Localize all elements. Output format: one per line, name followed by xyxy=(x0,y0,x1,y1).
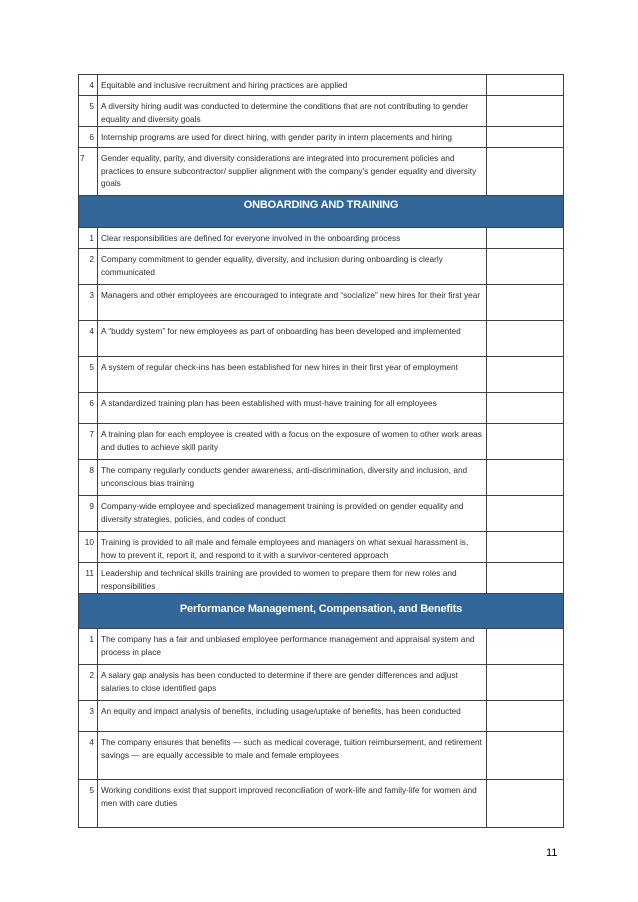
check-cell[interactable] xyxy=(487,321,564,357)
item-text: Company commitment to gender equality, diversity, and inclusion during onboarding is clearly communicated xyxy=(98,249,487,285)
item-text: Company-wide employee and specialized management training is provided on gender equality and diversity strategies, policies, and codes of conduct xyxy=(98,496,487,532)
item-text: A system of regular check-ins has been established for new hires in their first year of employment xyxy=(98,357,487,393)
item-number: 4 xyxy=(79,75,98,96)
check-cell[interactable] xyxy=(487,96,564,127)
item-text: The company ensures that benefits — such as medical coverage, tuition reimbursement, and retirement savings — are equally accessible to male and female employees xyxy=(98,732,487,780)
table-row xyxy=(79,393,564,424)
item-text: A standardized training plan has been established with must-have training for all employees xyxy=(98,393,487,424)
item-number: 2 xyxy=(79,665,98,701)
section-title: ONBOARDING AND TRAINING xyxy=(79,196,564,228)
section-header-performance xyxy=(79,594,564,629)
check-cell[interactable] xyxy=(487,127,564,148)
table-row xyxy=(79,127,564,148)
item-number: 6 xyxy=(79,127,98,148)
check-cell[interactable] xyxy=(487,424,564,460)
item-number: 3 xyxy=(79,285,98,321)
item-number: 1 xyxy=(79,228,98,249)
item-text: A diversity hiring audit was conducted to determine the conditions that are not contributing to gender equality and diversity goals xyxy=(98,96,487,127)
item-text: Clear responsibilities are defined for everyone involved in the onboarding process xyxy=(98,228,487,249)
item-number: 7 xyxy=(79,424,98,460)
item-text: Gender equality, parity, and diversity considerations are integrated into procurement policies and practices to ensure subcontractor/ supplier alignment with the company’s gender equality and diversity goals xyxy=(98,148,487,196)
check-cell[interactable] xyxy=(487,357,564,393)
item-text: Equitable and inclusive recruitment and hiring practices are applied xyxy=(98,75,487,96)
check-cell[interactable] xyxy=(487,148,564,196)
table-row xyxy=(79,285,564,321)
section-title: Performance Management, Compensation, and Benefits xyxy=(79,594,564,629)
item-number: 6 xyxy=(79,393,98,424)
item-number: 11 xyxy=(79,563,98,594)
table-row xyxy=(79,532,564,563)
check-cell[interactable] xyxy=(487,732,564,780)
table-row xyxy=(79,563,564,594)
table-row xyxy=(79,148,564,196)
check-cell[interactable] xyxy=(487,665,564,701)
item-text: Working conditions exist that support improved reconciliation of work-life and family-life for women and men with care duties xyxy=(98,780,487,828)
item-number: 8 xyxy=(79,460,98,496)
check-cell[interactable] xyxy=(487,629,564,665)
item-text: The company has a fair and unbiased employee performance management and appraisal system and process in place xyxy=(98,629,487,665)
item-number: 5 xyxy=(79,780,98,828)
table-row xyxy=(79,228,564,249)
check-cell[interactable] xyxy=(487,460,564,496)
check-cell[interactable] xyxy=(487,393,564,424)
table-row xyxy=(79,96,564,127)
item-number: 9 xyxy=(79,496,98,532)
item-text: Training is provided to all male and female employees and managers on what sexual harassment is, how to prevent it, report it, and respond to it with a survivor-centered approach xyxy=(98,532,487,563)
item-text: An equity and impact analysis of benefits, including usage/uptake of benefits, has been conducted xyxy=(98,701,487,732)
item-text: A salary gap analysis has been conducted to determine if there are gender differences and adjust salaries to close identified gaps xyxy=(98,665,487,701)
table-row xyxy=(79,732,564,780)
table-row xyxy=(79,701,564,732)
item-number: 1 xyxy=(79,629,98,665)
item-text: Managers and other employees are encouraged to integrate and “socialize” new hires for their first year xyxy=(98,285,487,321)
item-number: 4 xyxy=(79,321,98,357)
checklist-table xyxy=(78,74,564,828)
section-header-onboarding xyxy=(79,196,564,228)
item-number: 2 xyxy=(79,249,98,285)
check-cell[interactable] xyxy=(487,228,564,249)
table-row xyxy=(79,665,564,701)
table-row xyxy=(79,357,564,393)
table-row xyxy=(79,780,564,828)
check-cell[interactable] xyxy=(487,249,564,285)
item-text: Leadership and technical skills training are provided to women to prepare them for new roles and responsibilities xyxy=(98,563,487,594)
item-number: 5 xyxy=(79,357,98,393)
item-text: Internship programs are used for direct hiring, with gender parity in intern placements and hiring xyxy=(98,127,487,148)
check-cell[interactable] xyxy=(487,75,564,96)
item-text: The company regularly conducts gender awareness, anti-discrimination, diversity and inclusion, and unconscious bias training xyxy=(98,460,487,496)
check-cell[interactable] xyxy=(487,701,564,732)
table-row xyxy=(79,321,564,357)
item-number: 3 xyxy=(79,701,98,732)
item-text: A training plan for each employee is created with a focus on the exposure of women to other work areas and duties to achieve skill parity xyxy=(98,424,487,460)
item-text: A “buddy system” for new employees as part of onboarding has been developed and implemented xyxy=(98,321,487,357)
check-cell[interactable] xyxy=(487,780,564,828)
item-number: 4 xyxy=(79,732,98,780)
item-number: 10 xyxy=(79,532,98,563)
table-row xyxy=(79,424,564,460)
check-cell[interactable] xyxy=(487,285,564,321)
check-cell[interactable] xyxy=(487,496,564,532)
item-number: 5 xyxy=(79,96,98,127)
table-row xyxy=(79,75,564,96)
page-number: 11 xyxy=(546,847,558,859)
check-cell[interactable] xyxy=(487,532,564,563)
item-number: 7 xyxy=(79,148,98,196)
table-row xyxy=(79,460,564,496)
table-row xyxy=(79,249,564,285)
check-cell[interactable] xyxy=(487,563,564,594)
table-row xyxy=(79,629,564,665)
table-row xyxy=(79,496,564,532)
